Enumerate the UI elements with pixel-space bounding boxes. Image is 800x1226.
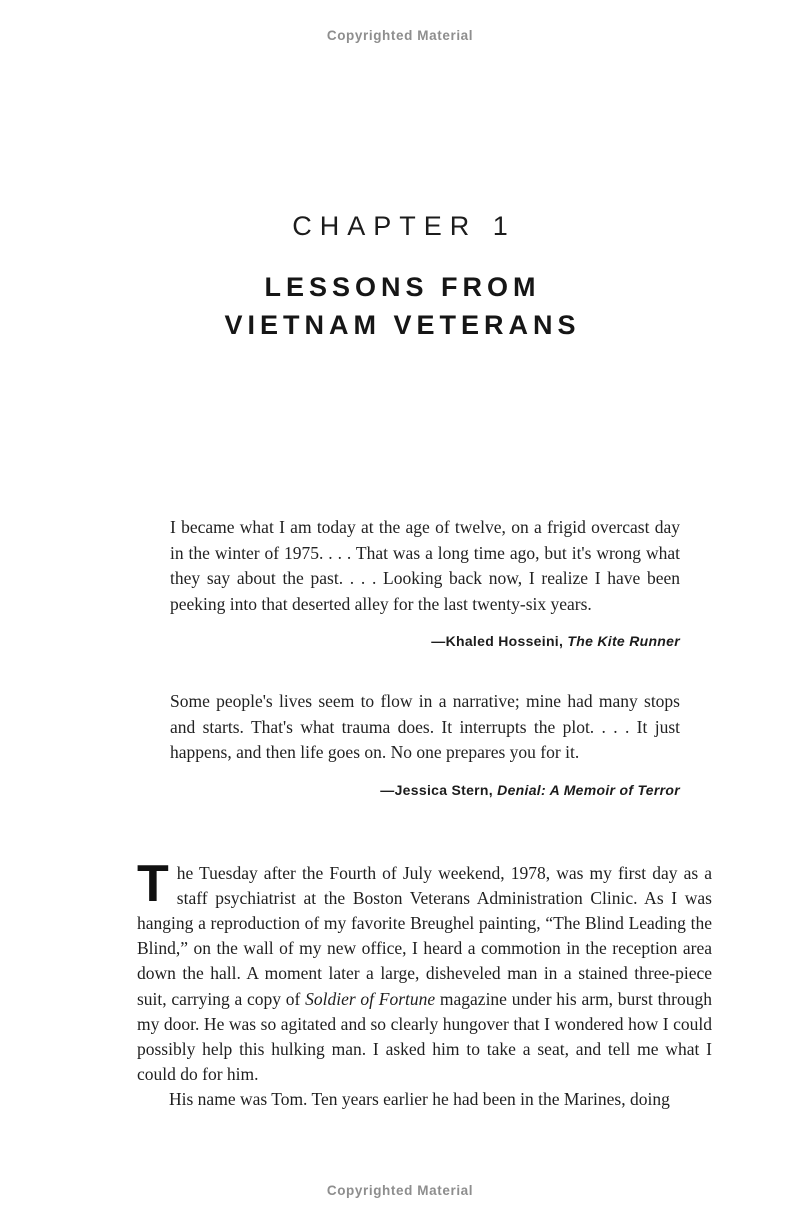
epigraph-1-attribution-work: The Kite Runner [567,633,680,649]
chapter-title-line-2: VIETNAM VETERANS [224,310,581,340]
chapter-title [0,268,800,344]
epigraph-2-quote: Some people's lives seem to flow in a narrative; mine had many stops and starts. That's what trauma does. It interrupts the plot. . . . It just happens, and then life goes on. No one prepares you for it. [170,691,680,762]
epigraph-2 [170,689,680,798]
body-text [137,854,713,1113]
epigraph-1-attribution [170,633,680,649]
chapter-title-line-1: LESSONS FROM [264,272,541,302]
drop-cap: T [137,854,169,913]
chapter-number: CHAPTER 1 [292,211,516,241]
epigraph-1-attribution-author: —Khaled Hosseini, [431,633,568,649]
copyright-notice-bottom: Copyrighted Material [326,1183,474,1198]
epigraph-1 [170,515,680,649]
epigraph-2-attribution [170,782,680,798]
epigraph-2-attribution-work: Denial: A Memoir of Terror [497,781,680,798]
epigraph-2-attribution-author: —Jessica Stern, [380,781,498,798]
copyright-notice-top: Copyrighted Material [326,28,474,43]
paragraph-2: His name was Tom. Ten years earlier he had been in the Marines, doing [169,1089,670,1110]
paragraph-1-text-a: he Tuesday after the Fourth of July weekend, 1978, was my first day as a staff psychiatrist at the Boston Veterans Administration Clinic. As I was hanging a reproduction of my favorite Breughel painting, “The Blind Leading the Blind,” on the wall of my new office, I heard a commotion in the reception area down the hall. A moment later a large, disheveled man in a stained three-piece suit, carrying a copy of [137,862,712,1009]
epigraph-1-quote: I became what I am today at the age of twelve, on a frigid overcast day in the winter of 1975. . . . That was a long time ago, but it's wrong what they say about the past. . . . Looking back now, I realize I have been peeking into that deserted alley for the last twenty-six years. [170,517,680,614]
paragraph-1-text-b: magazine under his arm, burst through my door. He was so agitated and so clearly hungover that I wondered how I could possibly help this hulking man. I asked him to take a seat, and tell me what I could do for him. [137,988,713,1085]
paragraph-1-italic-title: Soldier of Fortune [305,988,436,1009]
paragraph-1 [137,854,713,1088]
